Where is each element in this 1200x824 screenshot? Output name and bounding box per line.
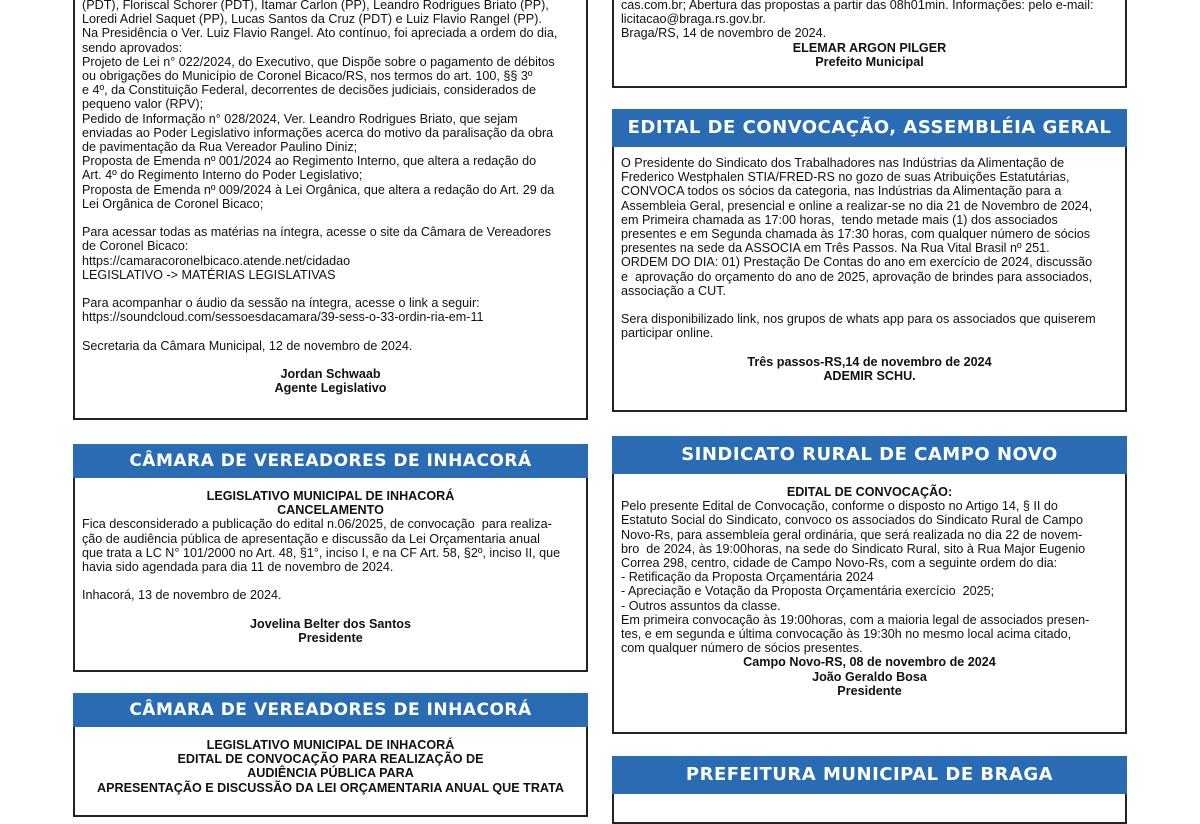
text-line <box>82 282 579 296</box>
text-line: Braga/RS, 14 de novembro de 2024. <box>621 26 827 41</box>
notice-box-edital-audiencia <box>73 727 588 817</box>
notice-box-cancelamento <box>73 478 588 672</box>
text-line: (PDT), Floriscal Schorer (PDT), Itamar Carlon (PP), Leandro Rodrigues Briato (PP), <box>82 0 549 12</box>
notice-body <box>82 738 579 795</box>
text-line <box>82 574 579 588</box>
notice-title: LEGISLATIVO MUNICIPAL DE INHACORÁ <box>206 489 455 503</box>
text-line: Pelo presente Edital de Convocação, conforme o disposto no Artigo 14, § II do <box>621 499 1058 514</box>
signature-name: ADEMIR SCHU. <box>823 368 916 383</box>
notice-body <box>82 0 579 395</box>
text-line: Campo Novo-RS, 08 de novembro de 2024 <box>743 655 996 670</box>
notice-body <box>621 485 1118 698</box>
text-line: - Outros assuntos da classe. <box>621 598 781 613</box>
section-header-sindicato-rural: SINDICATO RURAL DE CAMPO NOVO <box>612 436 1127 474</box>
text-line: CONVOCA todos os sócios da categoria, nas Indústrias da Alimentação para a <box>621 184 1062 199</box>
text-line: participar online. <box>621 326 714 341</box>
text-line: Assembleia Geral, presencial e online a realizar-se no dia 21 de Novembro de 2024, <box>621 198 1093 213</box>
text-line: sendo aprovados: <box>82 40 183 55</box>
notice-box-sindicato-rural <box>612 474 1127 734</box>
signature-block <box>621 655 1118 698</box>
notice-box-prefeitura-braga <box>612 794 1127 824</box>
text-line: AUDIÊNCIA PÚBLICA PARA <box>247 766 414 781</box>
text-line: APRESENTAÇÃO E DISCUSSÃO DA LEI ORÇAMENTARIA ANUAL QUE TRATA <box>97 780 564 795</box>
notice-subtitle: CANCELAMENTO <box>277 503 384 518</box>
text-line: Inhacorá, 13 de novembro de 2024. <box>82 588 282 603</box>
signature-role: Presidente <box>298 630 363 645</box>
text-line: de Coronel Bicaco: <box>82 239 189 254</box>
notice-body <box>82 489 579 645</box>
notice-text <box>621 156 1118 341</box>
text-line: ORDEM DO DIA: 01) Prestação De Contas do ano em exercício de 2024, discussão <box>621 255 1093 270</box>
notice-text <box>621 0 1118 41</box>
text-line: João Geraldo Bosa <box>812 669 927 684</box>
text-line: presentes e em Segunda chamada às 17:30 horas, com qualquer número de sócios <box>621 227 1091 242</box>
text-line: Presidente <box>837 683 902 698</box>
text-line: Secretaria da Câmara Municipal, 12 de novembro de 2024. <box>82 338 413 353</box>
text-line: em Primeira chamada as 17:00 horas, tendo metade mais (1) dos associados <box>621 212 1058 227</box>
notice-body <box>621 156 1118 383</box>
signature-role: Agente Legislativo <box>274 381 387 396</box>
text-line: Para acessar todas as matérias na íntegra, acesse o site da Câmara de Vereadores <box>82 225 552 240</box>
section-header-edital-assembleia: EDITAL DE CONVOCAÇÃO, ASSEMBLÉIA GERAL <box>612 109 1127 147</box>
text-line: havia sido agendada para dia 11 de novembro de 2024. <box>82 560 394 575</box>
text-line: Projeto de Lei n° 022/2024, do Executivo, que Dispõe sobre o pagamento de débitos <box>82 54 555 69</box>
notice-title: EDITAL DE CONVOCAÇÃO: <box>786 485 953 499</box>
text-line: e 4º, da Constituição Federal, decorrentes de decisões judiciais, considerados de <box>82 83 537 98</box>
text-line: Correa 298, centro, cidade de Campo Novo-Rs, com a seguinte ordem do dia: <box>621 556 1058 571</box>
text-line: Loredi Adriel Saquet (PP), Lucas Santos da Cruz (PDT) e Luiz Flavio Rangel (PP). <box>82 12 542 27</box>
text-line: com qualquer número de sócios presentes. <box>621 641 863 656</box>
notice-box-session-minutes <box>73 0 588 420</box>
section-header-inhacora-1: CÂMARA DE VEREADORES DE INHACORÁ <box>73 444 588 478</box>
text-line: licitacao@braga.rs.gov.br. <box>621 12 766 27</box>
text-line: Sera disponibilizado link, nos grupos de whats app para os associados que quiserem <box>621 312 1096 327</box>
text-line <box>621 298 1118 312</box>
text-line: https://camaracoronelbicaco.atende.net/cidadao <box>82 253 351 268</box>
notice-text <box>82 0 579 353</box>
text-line: e aprovação do orçamento do ano de 2025, aprovação de brindes para associados, <box>621 269 1093 284</box>
text-line: enviadas ao Poder Legislativo informações acerca do motivo da paralisação da obra <box>82 125 554 140</box>
text-line: - Apreciação e Votação da Proposta Orçamentária exercício 2025; <box>621 584 995 599</box>
text-line: https://soundcloud.com/sessoesdacamara/39-sess-o-33-ordin-ria-em-11 <box>82 310 484 325</box>
text-line: associação a CUT. <box>621 283 726 298</box>
text-line: de pavimentação da Rua Vereador Paulino Diniz; <box>82 140 358 155</box>
notice-box-assembleia-geral <box>612 147 1127 412</box>
text-line: tes, e em segunda e última convocação às 19:30h no mesmo local acima citado, <box>621 627 1072 642</box>
text-line: Na Presidência o Ver. Luiz Flavio Rangel. Ato contínuo, foi apreciada a ordem do dia, <box>82 26 558 41</box>
text-line: ou obrigações do Município de Coronel Bicaco/RS, nos termos do art. 100, §§ 3º <box>82 69 533 84</box>
signature-name: Jordan Schwaab <box>280 367 381 382</box>
notice-title <box>82 738 579 795</box>
signature-place-date: Três passos-RS,14 de novembro de 2024 <box>747 354 992 369</box>
signature-name: Jovelina Belter dos Santos <box>250 616 411 631</box>
text-line: presentes na sede da ASSOCIA em Três Passos. Na Rua Vital Brasil nº 251. <box>621 241 1050 256</box>
text-line: Pedido de Informação n° 028/2024, Ver. Leandro Rodrigues Briato, que sejam <box>82 111 518 126</box>
text-line: pequeno valor (RPV); <box>82 97 204 112</box>
text-line: O Presidente do Sindicato dos Trabalhadores nas Indústrias da Alimentação de <box>621 156 1065 170</box>
text-line: Proposta de Emenda nº 001/2024 ao Regimento Interno, que altera a redação do <box>82 154 537 169</box>
text-line: Fica desconsiderado a publicação do edital n.06/2025, de convocação para realiza- <box>82 517 552 532</box>
text-line: que trata a LC N° 101/2000 no Art. 48, §1°, inciso I, e na CF Art. 58, §2º, inciso II, que <box>82 545 561 560</box>
notice-text <box>82 517 579 602</box>
notice-text <box>621 499 1118 655</box>
text-line: Frederico Westphalen STIA/FRED-RS no gozo de suas Atribuições Estatutárias, <box>621 170 1070 185</box>
section-header-prefeitura-braga: PREFEITURA MUNICIPAL DE BRAGA <box>612 756 1127 794</box>
text-line: LEGISLATIVO MUNICIPAL DE INHACORÁ <box>206 738 455 752</box>
text-line: bro de 2024, às 19:00horas, na sede do Sindicato Rural, sito à Rua Major Eugenio <box>621 541 1086 556</box>
text-line: Para acompanhar o áudio da sessão na íntegra, acesse o link a seguir: <box>82 296 480 311</box>
notice-body <box>621 0 1118 69</box>
text-line: - Retificação da Proposta Orçamentária 2024 <box>621 570 874 585</box>
text-line: EDITAL DE CONVOCAÇÃO PARA REALIZAÇÃO DE <box>177 752 484 767</box>
section-header-inhacora-2: CÂMARA DE VEREADORES DE INHACORÁ <box>73 693 588 727</box>
text-line: Art. 4º do Regimento Interno do Poder Legislativo; <box>82 168 363 183</box>
text-line <box>82 211 579 225</box>
text-line: Lei Orgânica de Coronel Bicaco; <box>82 196 264 211</box>
signature-role: Prefeito Municipal <box>815 54 924 69</box>
text-line: ção de audiência pública de apresentação e discussão da Lei Orçamentaria anual <box>82 531 540 546</box>
text-line: LEGISLATIVO -> MATÉRIAS LEGISLATIVAS <box>82 267 336 282</box>
text-line: Novo-Rs, para assembleia geral ordinária, que será realizada no dia 22 de novem- <box>621 527 1083 542</box>
notice-box-braga-licitacao <box>612 0 1127 88</box>
text-line: cas.com.br; Abertura das propostas a partir das 08h01min. Informações: pelo e-mail: <box>621 0 1094 12</box>
text-line: Em primeira convocação às 19:00horas, com a maioria legal de associados presen- <box>621 612 1090 627</box>
text-line: Proposta de Emenda nº 009/2024 à Lei Orgânica, que altera a redação do Art. 29 da <box>82 182 555 197</box>
signature-name: ELEMAR ARGON PILGER <box>792 40 947 55</box>
text-line <box>82 325 579 339</box>
text-line: Estatuto Social do Sindicato, convoco os associados do Sindicato Rural de Campo <box>621 513 1084 528</box>
